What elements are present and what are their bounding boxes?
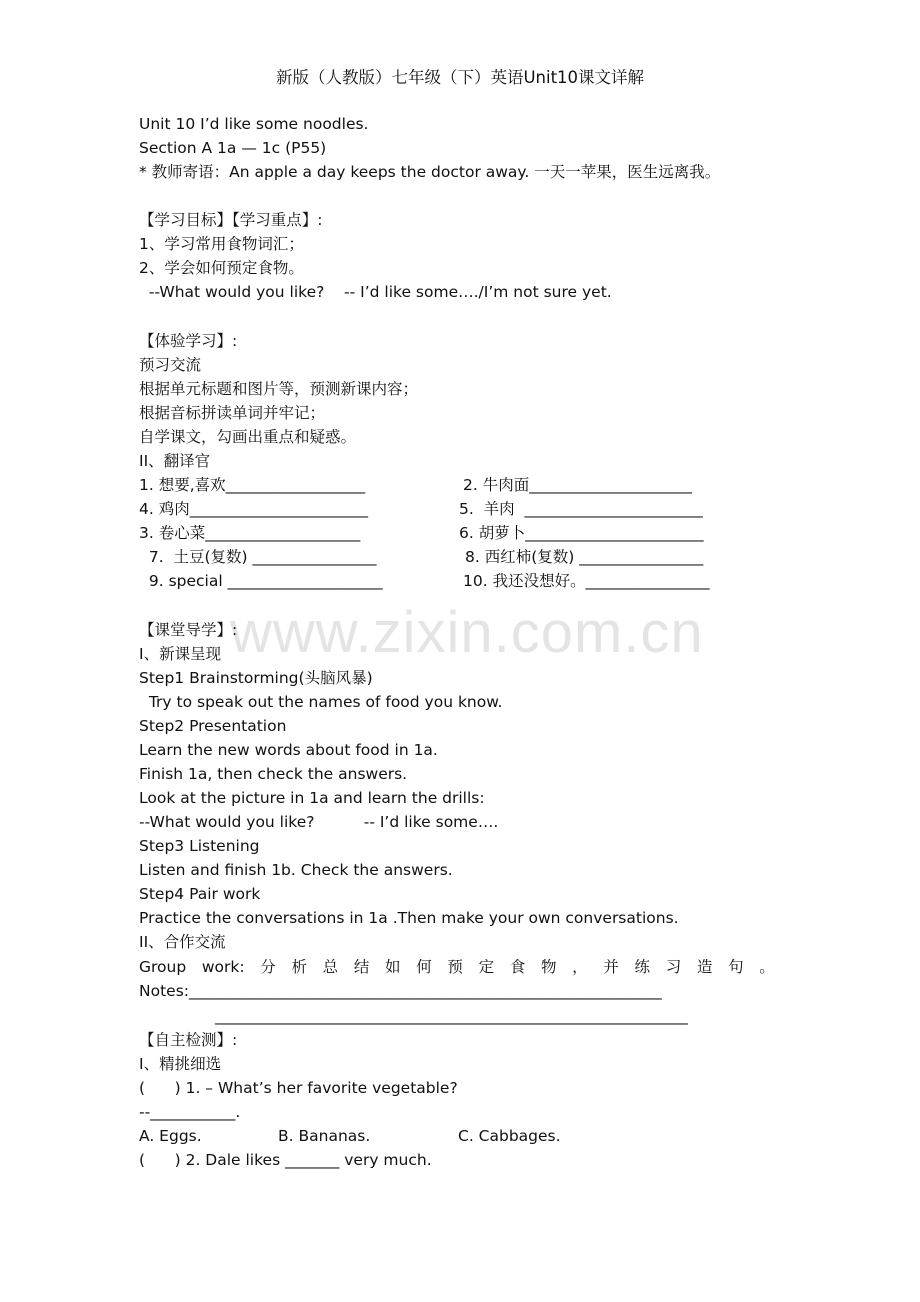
document-title: 新版（人教版）七年级（下）英语Unit10课文详解 (275, 68, 645, 87)
group-work-line (139, 956, 775, 978)
classroom-line: I、新课呈现 (139, 645, 222, 663)
group-work-word: Group (139, 958, 187, 976)
section-title: Section A 1a — 1c (P55) (139, 139, 327, 157)
classroom-drill: --What would you like? -- I’d like some…. (139, 813, 499, 831)
experience-item: 根据单元标题和图片等，预测新课内容； (139, 380, 419, 398)
classroom-heading: 【课堂导学】: (139, 621, 238, 639)
goals-heading: 【学习目标】【学习重点】: (139, 211, 323, 229)
classroom-line: Try to speak out the names of food you know. (139, 693, 503, 711)
question-1-answer-blank: --___________. (139, 1103, 241, 1121)
experience-heading: 【体验学习】: (139, 332, 238, 350)
translation-item: 2. 牛肉面_____________________ (463, 476, 692, 494)
translation-item: 1. 想要,喜欢__________________ (139, 476, 366, 494)
translation-item: 7. 土豆(复数) ________________ (139, 548, 377, 566)
classroom-line: Look at the picture in 1a and learn the drills: (139, 789, 485, 807)
translation-item: 3. 卷心菜____________________ (139, 524, 361, 542)
group-work-word: 并 (603, 958, 619, 976)
group-work-word: work: (201, 958, 245, 976)
group-work-word: 分 (260, 958, 276, 976)
group-work-word: 析 (291, 958, 307, 976)
translation-item: 4. 鸡肉_______________________ (139, 500, 368, 518)
experience-item: 自学课文，勾画出重点和疑惑。 (139, 428, 357, 446)
experience-item: 根据音标拼读单词并牢记； (139, 404, 326, 422)
group-work-word: 。 (759, 958, 775, 976)
self-check-heading: 【自主检测】: (139, 1031, 238, 1049)
translation-item: 9. special ____________________ (139, 572, 383, 590)
goal-drill: --What would you like? -- I’d like some…./I’m not sure yet. (139, 283, 612, 301)
group-work-word: 句 (728, 958, 744, 976)
cooperation-heading: II、合作交流 (139, 933, 226, 951)
group-work-word: 预 (447, 958, 463, 976)
watermark: www.zixin.com.cn (230, 600, 704, 665)
notes-line: Notes:_____________________________________________________________ (139, 982, 662, 1000)
classroom-line: Finish 1a, then check the answers. (139, 765, 408, 783)
notes-line-continued: _____________________________________________________________ (215, 1007, 688, 1025)
group-work-word: 总 (322, 958, 339, 976)
group-work-word: 如 (385, 958, 401, 976)
step-title: Step3 Listening (139, 837, 260, 855)
goal-item: 2、学会如何预定食物。 (139, 259, 304, 277)
step-title: Step4 Pair work (139, 885, 261, 903)
experience-item: 预习交流 (139, 356, 202, 374)
group-work-word: 练 (634, 958, 651, 976)
step-title: Step1 Brainstorming(头脑风暴) (139, 669, 373, 687)
group-work-word: 食 (509, 958, 526, 976)
group-work-word: 习 (665, 958, 682, 976)
question-1: ( ) 1. – What’s her favorite vegetable? (139, 1079, 458, 1097)
translation-item: 10. 我还没想好。________________ (463, 572, 710, 590)
option-c: C. Cabbages. (458, 1127, 561, 1145)
classroom-line: Learn the new words about food in 1a. (139, 741, 438, 759)
group-work-word: 定 (478, 958, 495, 976)
self-check-section: I、精挑细选 (139, 1055, 222, 1073)
teacher-message: * 教师寄语：An apple a day keeps the doctor away. 一天一苹果，医生远离我。 (139, 163, 721, 181)
question-2: ( ) 2. Dale likes _______ very much. (139, 1151, 432, 1169)
group-work-word: 何 (416, 958, 432, 976)
translation-item: 5. 羊肉 _______________________ (459, 500, 703, 518)
group-work-word: 造 (696, 958, 713, 976)
classroom-line: Listen and finish 1b. Check the answers. (139, 861, 453, 879)
group-work-word: 结 (353, 958, 370, 976)
unit-title: Unit 10 I’d like some noodles. (139, 115, 369, 133)
translator-heading: II、翻译官 (139, 452, 211, 470)
step-title: Step2 Presentation (139, 717, 287, 735)
goal-item: 1、学习常用食物词汇； (139, 235, 304, 253)
translation-item: 8. 西红柿(复数) ________________ (465, 548, 704, 566)
translation-item: 6. 胡萝卜_______________________ (459, 524, 704, 542)
group-work-word: 物 (540, 958, 557, 976)
group-work-word: ， (572, 958, 588, 976)
option-b: B. Bananas. (278, 1127, 371, 1145)
option-a: A. Eggs. (139, 1127, 202, 1145)
classroom-line: Practice the conversations in 1a .Then make your own conversations. (139, 909, 679, 927)
